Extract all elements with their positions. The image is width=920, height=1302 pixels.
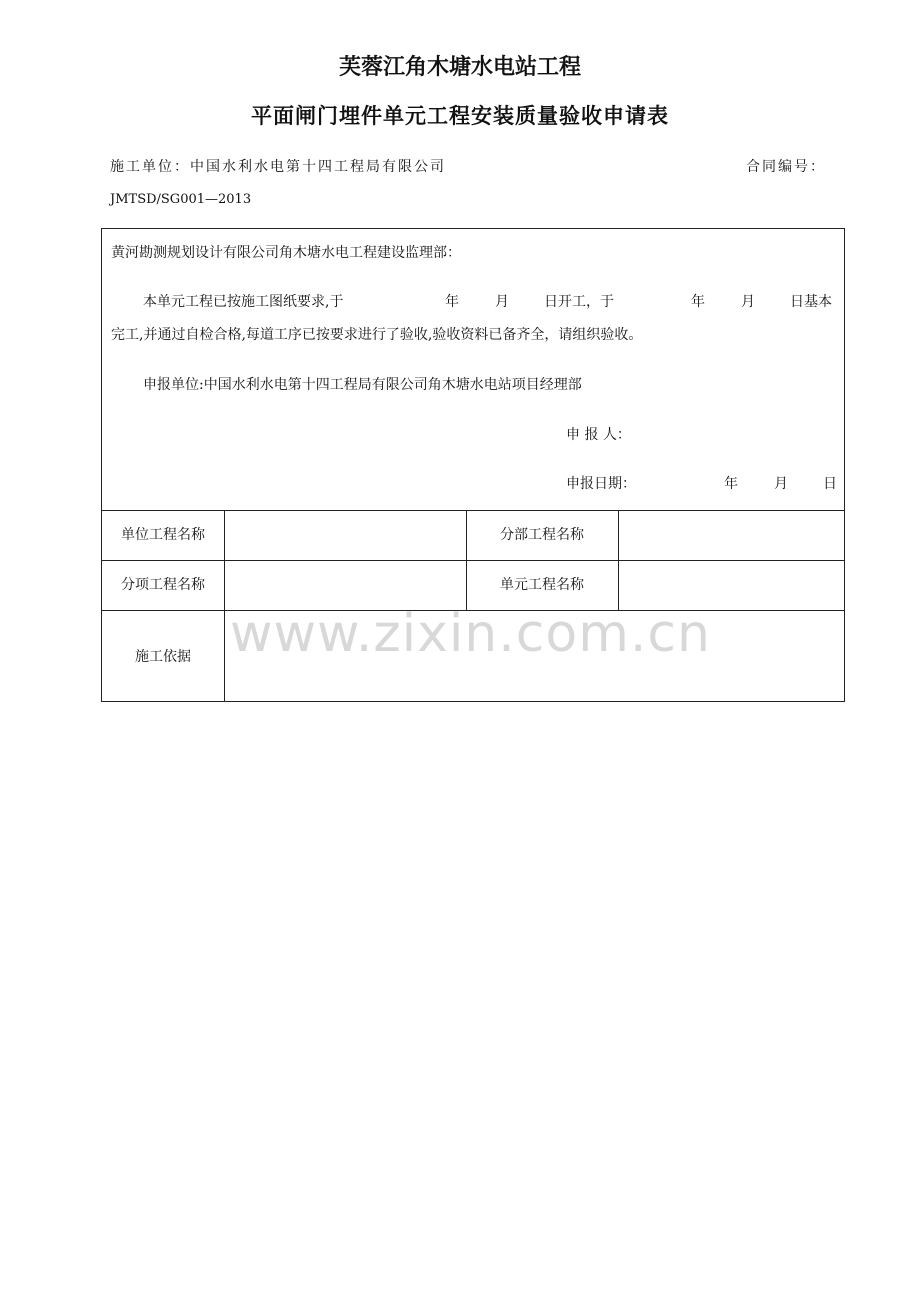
watermark: www.zixin.com.cn (230, 604, 711, 664)
addressee: 黄河勘测规划设计有限公司角木塘水电工程建设监理部： (111, 245, 461, 261)
document-title: 芙蓉江角木塘水电站工程 (338, 55, 581, 80)
applicant-person-label: 申 报 人： (566, 427, 631, 443)
contractor-label: 施工单位： (110, 159, 190, 175)
contract-number: JMTSD/SG001—2013 (110, 192, 252, 207)
end-month-label: 月 (741, 294, 755, 310)
body-text-start: 本单元工程已按施工图纸要求,于 (143, 294, 344, 310)
apply-day-label: 日 (823, 476, 837, 492)
form-title: 平面闸门埋件单元工程安装质量验收申请表 (251, 104, 669, 128)
unit-project-label: 单位工程名称 (121, 527, 205, 543)
start-day-label: 日开工，于 (544, 294, 614, 310)
contractor-line (110, 156, 446, 176)
sub-project-label: 分部工程名称 (500, 527, 584, 543)
body-text-line2: 完工,并通过自检合格,每道工序已按要求进行了验收,验收资料已备齐全，请组织验收。 (111, 327, 643, 343)
apply-date-label: 申报日期： (566, 476, 636, 492)
construction-basis-label: 施工依据 (135, 649, 191, 665)
apply-year-label: 年 (724, 476, 738, 492)
table-row-divider (102, 560, 844, 561)
contract-label: 合同编号： (746, 159, 826, 175)
table-col-divider (618, 510, 619, 610)
contractor-value: 中国水利水电第十四工程局有限公司 (190, 159, 446, 175)
applicant-unit: 申报单位:中国水利水电第十四工程局有限公司角木塘水电站项目经理部 (143, 377, 582, 393)
start-month-label: 月 (495, 294, 509, 310)
table-col-divider (224, 510, 225, 702)
apply-month-label: 月 (774, 476, 788, 492)
item-project-label: 分项工程名称 (121, 577, 205, 593)
element-project-label: 单元工程名称 (500, 577, 584, 593)
end-year-label: 年 (691, 294, 705, 310)
end-day-label: 日基本 (790, 294, 832, 310)
start-year-label: 年 (445, 294, 459, 310)
table-top-border (102, 510, 844, 511)
